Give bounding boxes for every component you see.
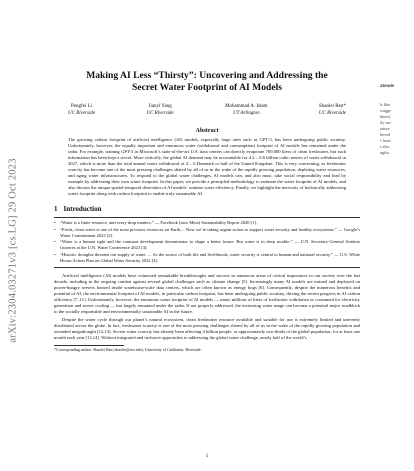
- author-affiliation: UC Riverside: [68, 110, 96, 116]
- adjacent-page-line: s also: [380, 144, 390, 149]
- adjacent-page-fragment: [380, 84, 414, 156]
- author-block: [147, 104, 174, 117]
- corresponding-author-footnote: *Corresponding author: Shaolei Ren (shaolei@ucr.edu), University of California, Riverside.: [54, 346, 202, 352]
- adjacent-page-line: rature: [380, 126, 390, 131]
- arxiv-identifier-text: arXiv:2304.03271v3 [cs.LG] 29 Oct 2023: [7, 157, 19, 343]
- quote-item: • “Water is a finite resource, and every drop matters.” — Facebook (now Meta) Sustainability Report 2020 [1].: [54, 220, 360, 226]
- page-number: 1: [205, 454, 209, 459]
- author-name: Jianyi Yang: [148, 104, 172, 109]
- author-block: [225, 104, 267, 117]
- adjacent-page-line: lieved: [380, 132, 391, 137]
- author-affiliation: UC Riverside: [146, 110, 174, 116]
- adjacent-page-line: hines): [380, 114, 391, 119]
- paper-page: [54, 70, 360, 352]
- section-title: Introduction: [63, 205, 102, 213]
- adjacent-page-line: wagge: [380, 108, 391, 113]
- author-name: Pengfei Li: [71, 104, 93, 109]
- abstract-text: The growing carbon footprint of artificial intelligence (AI) models, especially large ones such as GPT-3, has been undergoing public scrutiny. Unfortunately, however, the equally important and enormous water (withdrawal and consumption) footprint of AI models has remained under the radar. For example, training GPT-3 in Microsoft’s state-of-the-art U.S. data centers can directly evaporate 700,000 liters of clean freshwater, but such information has been kept a secret. More critically, the global AI demand may be accountable for 4.2 – 6.6 billion cubic meters of water withdrawal in 2027, which is more than the total annual water withdrawal of 4 – 6 Denmark or half of the United Kingdom. This is very concerning, as freshwater scarcity has become one of the most pressing challenges shared by all of us in the wake of the rapidly growing population, depleting water resources, and aging water infrastructures. To respond to the global water challenges, AI models can, and also must, take social responsibility and lead by example by addressing their own water footprint. In this paper, we provide a principled methodology to estimate the water footprint of AI models, and also discuss the unique spatial-temporal diversities of AI models’ runtime water efficiency. Finally, we highlight the necessity of holistically addressing water footprint along with carbon footprint to enable truly sustainable AI.: [68, 137, 346, 196]
- section-number: 1: [54, 205, 58, 213]
- author-block: [319, 104, 346, 117]
- arxiv-identifier-stamp: [2, 150, 24, 350]
- quote-item: • “Historic droughts threaten our supply of water .... As the source of both life and livelihoods, water security is central to human and national security.” — U.S. White House Action Plan on Global Water Security 2022 [4].: [54, 252, 360, 264]
- quote-item: • “Water is a human right and the common development denominator to shape a better future. But water is in deep trouble.” — U.N. Secretary-General António Guterres at the U.N. Water Conference 2023 [3].: [54, 239, 360, 251]
- body-paragraph: Artificial intelligence (AI) models have witnessed remarkable breakthroughs and success in numerous areas of critical importance to our society over the last decade, including in the ongoing combat against several global challenges such as climate change [5]. Increasingly many AI models are trained and deployed on power-hungry servers housed inside warehouse-scale data centers, which are often known as energy hogs [6]. Consequently, despite the numerous benefits and potential of AI, the environmental footprint of AI models, in particular carbon footprint, has been undergoing public scrutiny, driving the recent progress in AI carbon efficiency [7–11]. Unfortunately, however, the enormous water footprint of AI models — many millions of liters of freshwater withdrawn or consumed for electricity generation and server cooling — has largely remained under the radar. If not properly addressed, the increasing water usage can become a potential major roadblock to the socially responsible and environmentally sustainable AI in the future.: [54, 272, 360, 314]
- section-heading: [54, 205, 360, 213]
- paper-title-line-1: Making AI Less “Thirsty”: Uncovering and Addressing the: [86, 70, 328, 81]
- author-block: [68, 104, 95, 117]
- adjacent-page-line: ngths: [380, 150, 390, 155]
- quote-item: • “Fresh, clean water is one of the most precious resources on Earth.... Now we’re taking urgent action to support water security and healthy ecosystems.” — Google’s Water Commitment 2023 [2].: [54, 227, 360, 239]
- footnote-divider: [54, 345, 124, 346]
- adjacent-page-line: r from: [380, 138, 391, 143]
- author-affiliation: UC Riverside: [318, 110, 346, 116]
- author-name: Mohammad A. Islam: [225, 104, 268, 109]
- abstract-heading: Abstract: [195, 127, 219, 134]
- author-affiliation: UT Arlington: [232, 110, 260, 116]
- body-paragraph: Despite the water cycle through our planet’s natural ecosystem, clean freshwater resource available and suitable for use is extremely limited and unevenly distributed across the globe. In fact, freshwater scarcity is one of the most pressing challenges shared by all of us in the wake of the rapidly growing population and extended megadrought [12,13]. Severe water scarcity has already been affecting 4 billion people, or approximately two-thirds of the global population, for at least one month each year [13,14]. Without integrated and inclusive approaches to addressing the global water challenge, nearly half of the world’s: [54, 316, 360, 340]
- paper-title: [54, 70, 360, 94]
- paper-title-line-2: Secret Water Footprint of AI Models: [131, 82, 282, 93]
- quote-list: [54, 217, 360, 268]
- adjacent-page-line: tly use: [380, 120, 392, 125]
- adjacent-page-title-fragment: afeude: [380, 84, 395, 89]
- author-name: Shaolei Ren*: [319, 104, 346, 109]
- author-list: [54, 104, 360, 117]
- adjacent-page-line: ls like: [380, 102, 391, 107]
